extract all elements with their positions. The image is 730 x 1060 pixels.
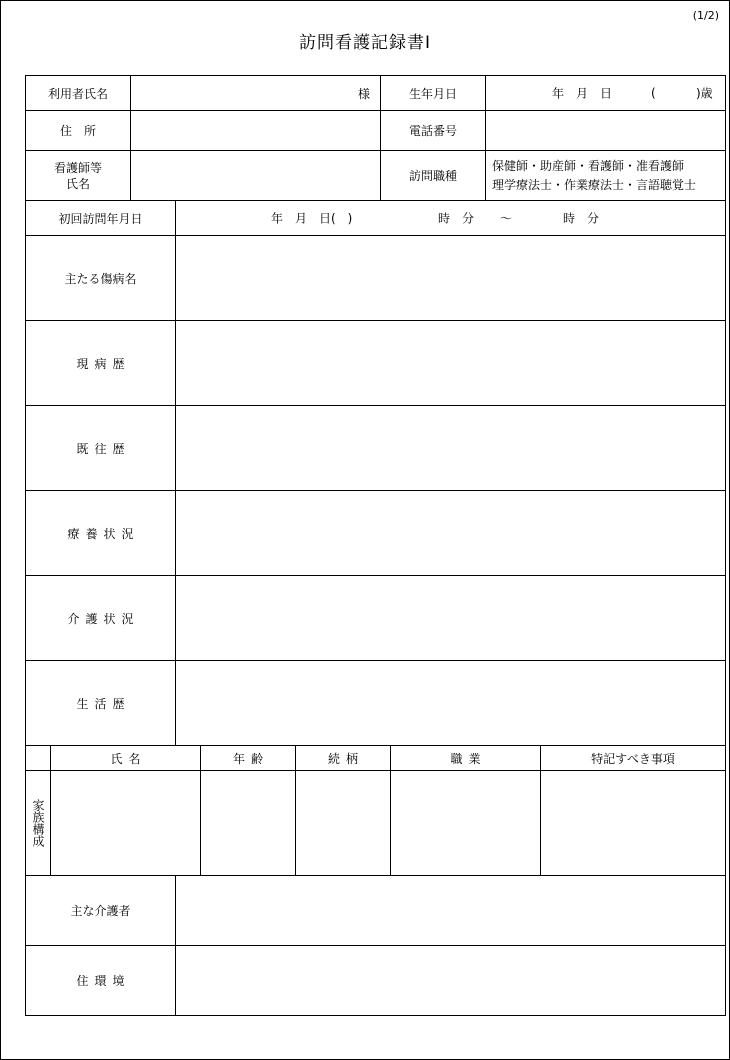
main-caregiver-field[interactable] <box>175 875 726 946</box>
phone-label: 電話番号 <box>380 110 486 151</box>
family-col-name: 氏名 <box>50 745 201 771</box>
address-label: 住 所 <box>25 110 131 151</box>
life-history-label: 生活歴 <box>25 660 176 746</box>
sama-suffix: 様 <box>357 86 370 101</box>
patient-name-field[interactable] <box>130 75 381 111</box>
family-col-notes: 特記すべき事項 <box>540 745 726 771</box>
past-history-label: 既往歴 <box>25 405 176 491</box>
family-col-age: 年齢 <box>200 745 296 771</box>
first-visit-date: 年 月 日( ) <box>271 211 353 226</box>
age-suffix: )歳 <box>696 86 713 101</box>
nursing-care-status-label: 介護状況 <box>25 575 176 661</box>
care-status-label: 療養状況 <box>25 490 176 576</box>
first-visit-label: 初回訪問年月日 <box>25 200 176 236</box>
document-title: 訪問看護記録書Ⅰ <box>298 33 431 53</box>
nurse-name-label: 看護師等 氏名 <box>25 150 131 201</box>
family-composition-label: 家族構成 <box>25 770 51 876</box>
living-environment-field[interactable] <box>175 945 726 1016</box>
past-history-field[interactable] <box>175 405 726 491</box>
living-environment-label: 住環境 <box>25 945 176 1016</box>
family-age-field[interactable] <box>200 770 296 876</box>
occupation-line-2: 理学療法士・作業療法士・言語聴覚士 <box>492 177 697 192</box>
main-diagnosis-label: 主たる傷病名 <box>25 235 176 321</box>
present-illness-field[interactable] <box>175 320 726 406</box>
family-notes-field[interactable] <box>540 770 726 876</box>
occupation-options[interactable] <box>485 150 726 201</box>
occupation-line-1: 保健師・助産師・看護師・准看護師 <box>492 158 685 173</box>
page-number: (1/2) <box>692 9 719 22</box>
family-job-field[interactable] <box>390 770 541 876</box>
age-paren-open: ( <box>651 86 656 100</box>
family-col-relation: 続柄 <box>295 745 391 771</box>
family-relation-field[interactable] <box>295 770 391 876</box>
nursing-care-status-field[interactable] <box>175 575 726 661</box>
phone-field[interactable] <box>485 110 726 151</box>
care-status-field[interactable] <box>175 490 726 576</box>
occupation-label: 訪問職種 <box>380 150 486 201</box>
address-field[interactable] <box>130 110 381 151</box>
first-visit-field[interactable] <box>175 200 726 236</box>
first-visit-time-start: 時 分 <box>438 211 475 226</box>
main-caregiver-label: 主な介護者 <box>25 875 176 946</box>
birthdate-ymd: 年 月 日 <box>552 86 613 101</box>
present-illness-label: 現病歴 <box>25 320 176 406</box>
first-visit-time-end: 時 分 <box>563 211 600 226</box>
first-visit-tilde: 〜 <box>500 211 513 226</box>
nurse-name-field[interactable] <box>130 150 381 201</box>
patient-name-label: 利用者氏名 <box>25 75 131 111</box>
main-diagnosis-field[interactable] <box>175 235 726 321</box>
family-col-job: 職業 <box>390 745 541 771</box>
family-header-corner <box>25 745 51 771</box>
birthdate-field[interactable] <box>485 75 726 111</box>
family-name-field[interactable] <box>50 770 201 876</box>
birthdate-label: 生年月日 <box>380 75 486 111</box>
life-history-field[interactable] <box>175 660 726 746</box>
